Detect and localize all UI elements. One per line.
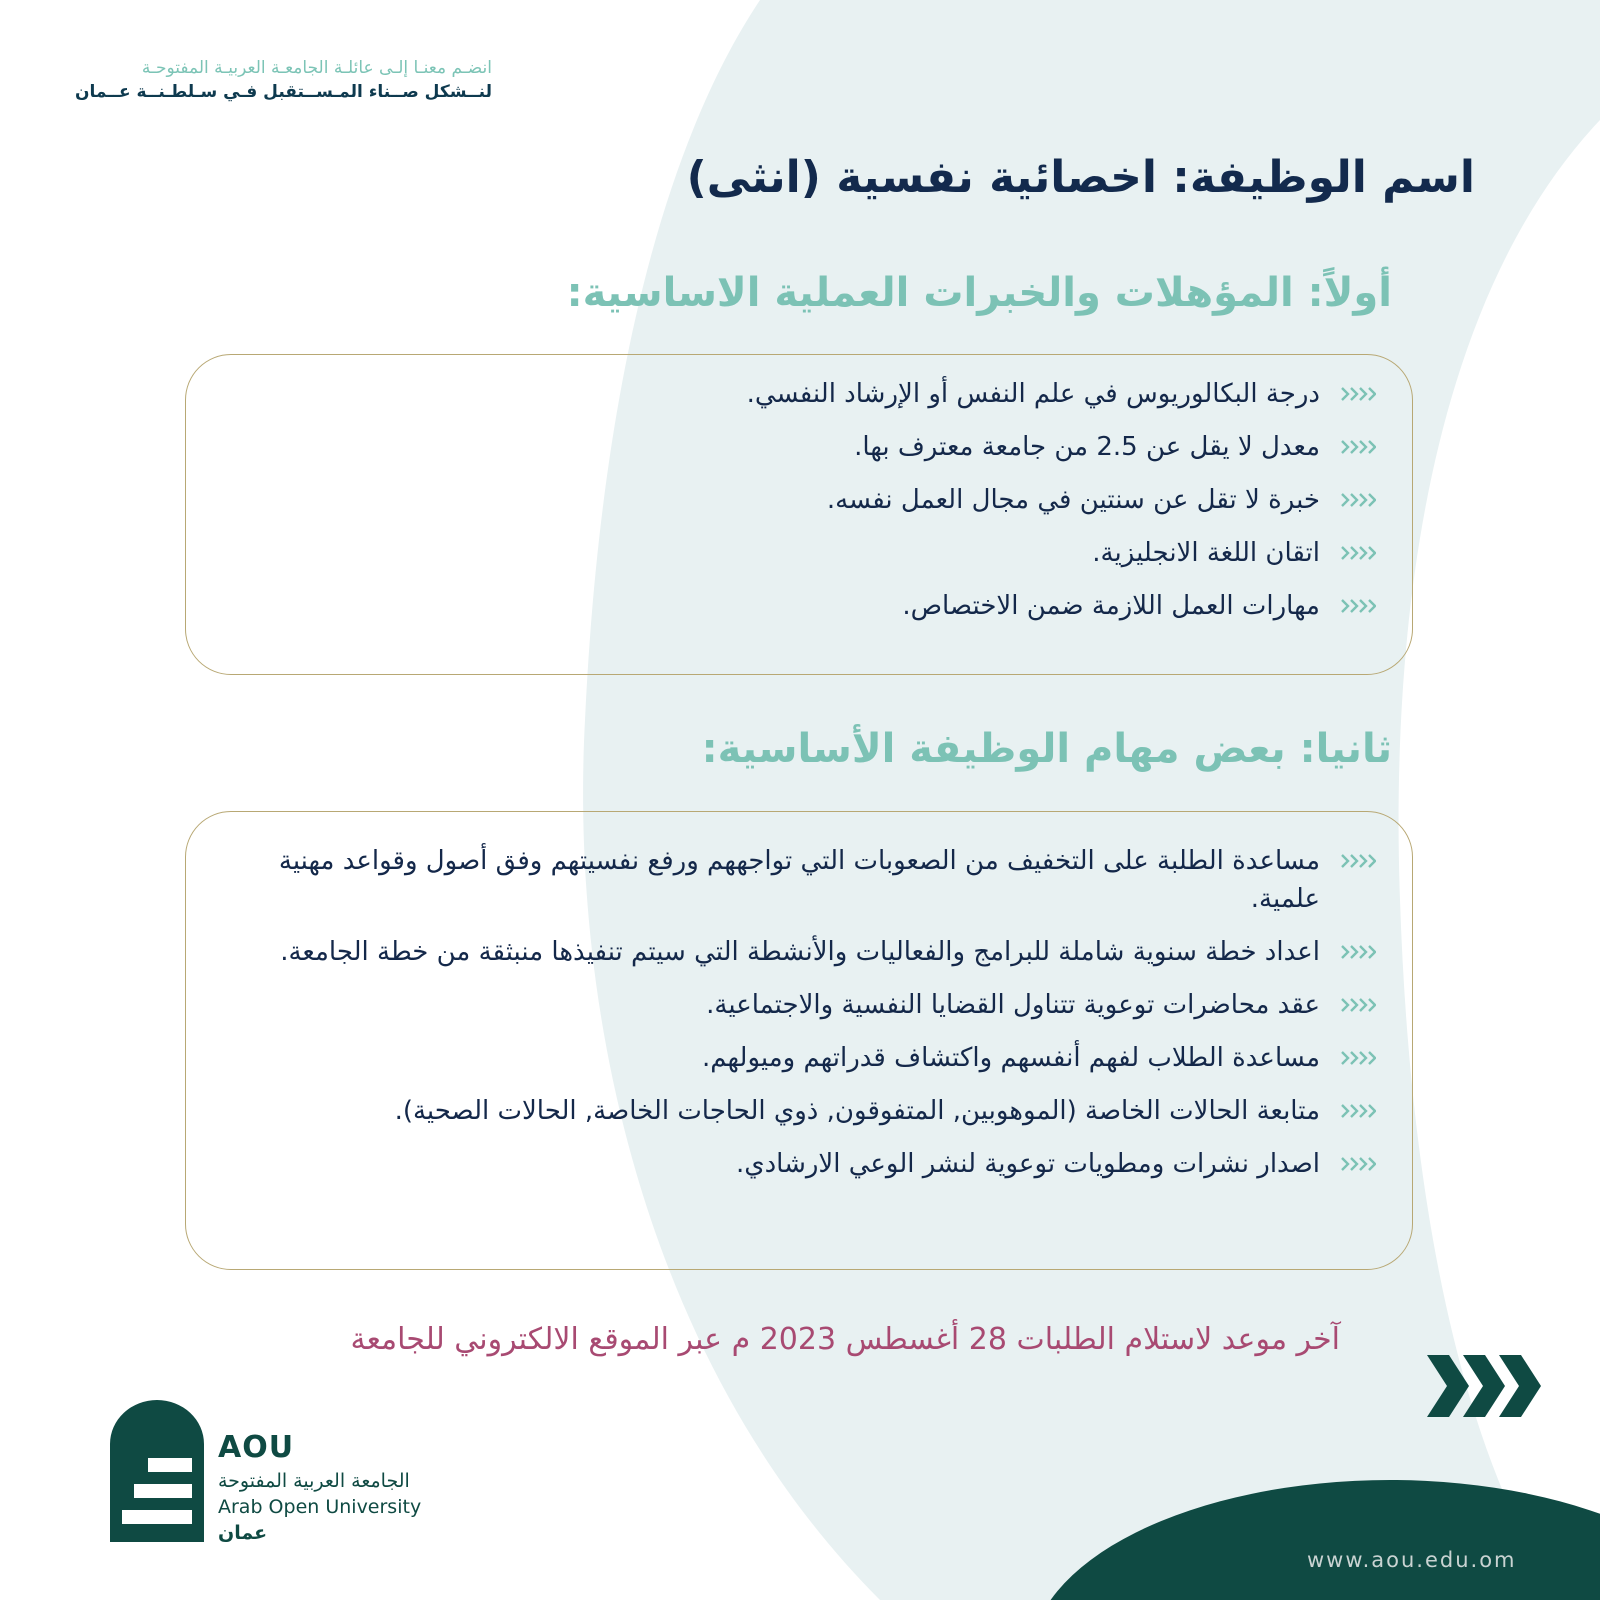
list-item xyxy=(232,1039,1320,1077)
chevron-bullet-icon xyxy=(1340,998,1376,1012)
chevron-bullet-icon xyxy=(1340,854,1376,868)
aou-logo-mark-icon xyxy=(110,1400,204,1542)
chevron-bullet-icon xyxy=(1340,1157,1376,1171)
logo-name-english: Arab Open University xyxy=(218,1496,422,1518)
list-item-text: معدل لا يقل عن 2.5 من جامعة معترف بها. xyxy=(854,432,1320,462)
chevron-bullet-icon xyxy=(1340,387,1376,401)
chevron-bullet-icon xyxy=(1340,546,1376,560)
chevron-bullet-icon xyxy=(1340,599,1376,613)
list-item-text: مساعدة الطلاب لفهم أنفسهم واكتشاف قدراتهم وميولهم. xyxy=(701,1043,1320,1073)
list-item xyxy=(232,842,1320,918)
list-item xyxy=(232,428,1320,466)
chevron-bullet-icon xyxy=(1340,440,1376,454)
list-item-text: مساعدة الطلبة على التخفيف من الصعوبات التي تواجههم ورفع نفسيتهم وفق أصول وقواعد مهنية علمية. xyxy=(278,846,1320,914)
chevron-bullet-icon xyxy=(1340,1104,1376,1118)
chevron-bullet-icon xyxy=(1340,1051,1376,1065)
list-item xyxy=(232,933,1320,971)
list-item xyxy=(232,1092,1320,1130)
list-item xyxy=(232,481,1320,519)
list-item xyxy=(232,986,1320,1024)
list-item-text: مهارات العمل اللازمة ضمن الاختصاص. xyxy=(902,591,1320,621)
list-item xyxy=(232,1145,1320,1183)
list-item xyxy=(232,587,1320,625)
logo-abbreviation: AOU xyxy=(218,1430,295,1465)
qualifications-list xyxy=(186,355,1412,625)
list-item xyxy=(232,375,1320,413)
list-item xyxy=(232,534,1320,572)
university-logo xyxy=(110,1400,490,1550)
duties-box xyxy=(185,811,1413,1270)
list-item-text: اصدار نشرات ومطويات توعوية لنشر الوعي الارشادي. xyxy=(735,1149,1320,1179)
list-item-text: اعداد خطة سنوية شاملة للبرامج والفعاليات والأنشطة التي سيتم تنفيذها منبثقة من خطة الجامعة. xyxy=(280,937,1320,967)
deadline-notice: آخر موعد لاستلام الطلبات 28 أغسطس 2023 م عبر الموقع الالكتروني للجامعة xyxy=(350,1322,1340,1357)
list-item-text: درجة البكالوريوس في علم النفس أو الإرشاد النفسي. xyxy=(746,379,1320,409)
logo-city: عمان xyxy=(218,1522,268,1544)
section1-heading: أولاً: المؤهلات والخبرات العملية الاساسية: xyxy=(566,270,1392,316)
chevron-bullet-icon xyxy=(1340,493,1376,507)
logo-name-arabic: الجامعة العربية المفتوحة xyxy=(218,1470,410,1492)
tagline xyxy=(72,56,492,104)
qualifications-box xyxy=(185,354,1413,675)
tagline-line-2: لنــشكل صــناء المـســتقبل فـي سـلطـنــة عــمان xyxy=(75,82,492,102)
chevron-bullet-icon xyxy=(1340,945,1376,959)
list-item-text: خبرة لا تقل عن سنتين في مجال العمل نفسه. xyxy=(826,485,1320,515)
job-title: اسم الوظيفة: اخصائية نفسية (انثى) xyxy=(686,152,1475,203)
duties-list xyxy=(186,812,1412,1183)
list-item-text: متابعة الحالات الخاصة (الموهوبين, المتفوقون, ذوي الحاجات الخاصة, الحالات الصحية). xyxy=(394,1096,1320,1126)
website-url: www.aou.edu.om xyxy=(1307,1548,1517,1572)
tagline-line-1: انضـم معنـا إلـى عائلـة الجامعـة العربيـة المفتوحـة xyxy=(141,58,492,78)
large-chevron-arrows-icon xyxy=(1425,1355,1543,1417)
list-item-text: اتقان اللغة الانجليزية. xyxy=(1092,538,1320,568)
section2-heading: ثانيا: بعض مهام الوظيفة الأساسية: xyxy=(701,726,1392,772)
list-item-text: عقد محاضرات توعوية تتناول القضايا النفسية والاجتماعية. xyxy=(706,990,1320,1020)
